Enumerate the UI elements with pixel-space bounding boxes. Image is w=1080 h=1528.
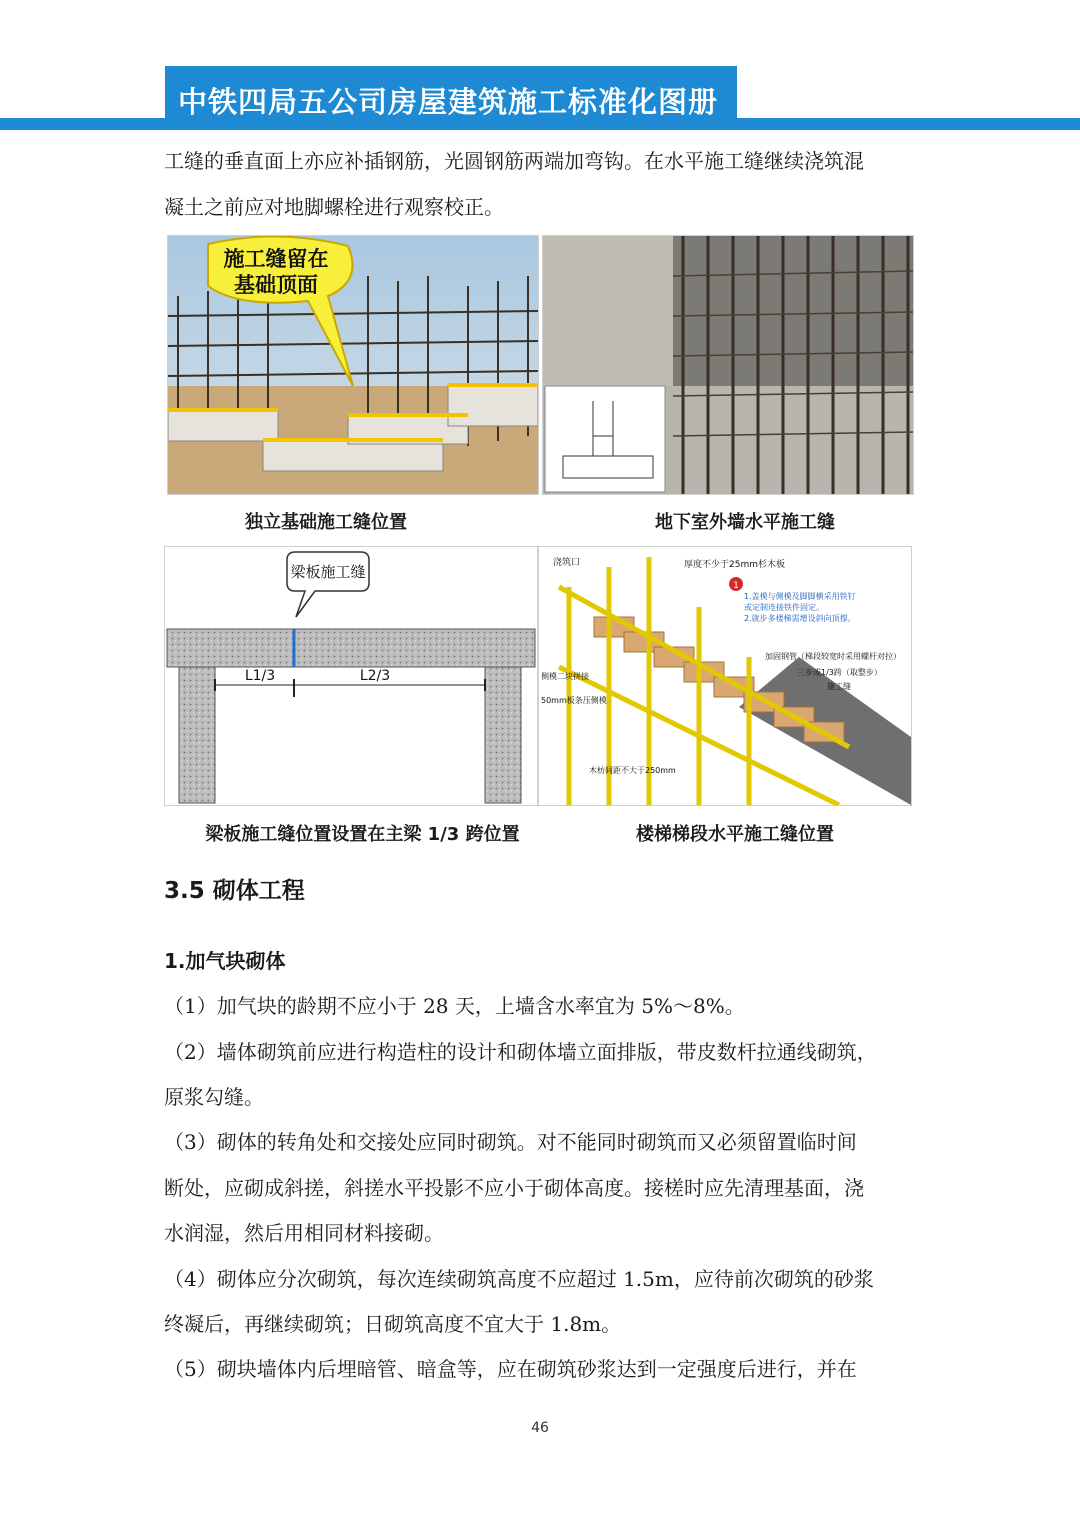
label-board: 50mm板条压侧模 xyxy=(541,696,607,705)
label-pour-opening: 浇筑口 xyxy=(553,558,581,568)
intro-line-1: 工缝的垂直面上亦应补插钢筋，光圆钢筋两端加弯钩。在水平施工缝继续浇筑混 xyxy=(164,149,864,173)
label-reinforce: 加固钢管（梯段较宽时采用螺杆对拉） xyxy=(765,652,901,661)
label-joint: 施工缝 xyxy=(827,682,851,691)
paragraph-4b: 终凝后，再继续砌筑；日砌筑高度不宜大于 1.8m。 xyxy=(164,1312,622,1336)
page-number: 46 xyxy=(531,1420,549,1436)
label-note1b: 或定制连接铁件固定。 xyxy=(744,603,824,612)
foundation-photo xyxy=(167,235,539,495)
basement-wall-photo xyxy=(542,235,914,495)
callout-text-1: 施工缝留在 xyxy=(223,247,329,271)
label-note1: 1.盖模与侧模及脚脚横采用铁钉 xyxy=(744,592,856,601)
paragraph-2b: 原浆勾缝。 xyxy=(164,1085,264,1109)
paragraph-5: （5）砌块墙体内后埋暗管、暗盒等，应在砌筑砂浆达到一定强度后进行，并在 xyxy=(164,1357,857,1381)
callout-text-2: 基础顶面 xyxy=(234,273,318,297)
paragraph-1: （1）加气块的龄期不应小于 28 天，上墙含水率宜为 5%～8%。 xyxy=(164,994,745,1018)
label-side-form: 侧模二块拼接 xyxy=(541,672,589,681)
intro-line-2: 凝土之前应对地脚螺栓进行观察校正。 xyxy=(164,195,504,219)
document-title: 中铁四局五公司房屋建筑施工标准化图册 xyxy=(178,85,719,119)
caption-foundation: 独立基础施工缝位置 xyxy=(245,512,407,533)
label-l2: L2/3 xyxy=(359,668,391,684)
subsection-heading: 1.加气块砌体 xyxy=(164,949,286,973)
caption-beam-slab: 梁板施工缝位置设置在主梁 1/3 跨位置 xyxy=(205,824,520,845)
beam-slab-diagram xyxy=(164,546,538,806)
paragraph-3c: 水润湿，然后用相同材料接砌。 xyxy=(164,1221,444,1245)
label-l1: L1/3 xyxy=(244,668,276,684)
label-spacing: 木枋间距不大于250mm xyxy=(589,766,676,775)
marker-1: 1 xyxy=(733,581,739,591)
label-plank: 厚度不少于25mm杉木板 xyxy=(684,560,785,570)
paragraph-3b: 断处，应砌成斜搓，斜搓水平投影不应小于砌体高度。接槎时应先清理基面，浇 xyxy=(164,1176,864,1200)
caption-stair: 楼梯梯段水平施工缝位置 xyxy=(636,824,834,845)
paragraph-4a: （4）砌体应分次砌筑，每次连续砌筑高度不应超过 1.5m，应待前次砌筑的砂浆 xyxy=(164,1267,874,1291)
section-heading: 3.5 砌体工程 xyxy=(164,878,305,904)
paragraph-2a: （2）墙体砌筑前应进行构造柱的设计和砌体墙立面排版，带皮数杆拉通线砌筑， xyxy=(164,1040,877,1064)
label-note2: 2.就步多楼梯需增设斜向顶撑。 xyxy=(744,614,856,623)
label-three-step: 三步或1/3跨（取整步） xyxy=(797,668,882,677)
caption-basement: 地下室外墙水平施工缝 xyxy=(655,512,835,533)
paragraph-3a: （3）砌体的转角处和交接处应同时砌筑。对不能同时砌筑而又必须留置临时间 xyxy=(164,1130,857,1154)
stair-diagram xyxy=(538,546,912,806)
callout-beam-slab: 梁板施工缝 xyxy=(290,563,366,581)
